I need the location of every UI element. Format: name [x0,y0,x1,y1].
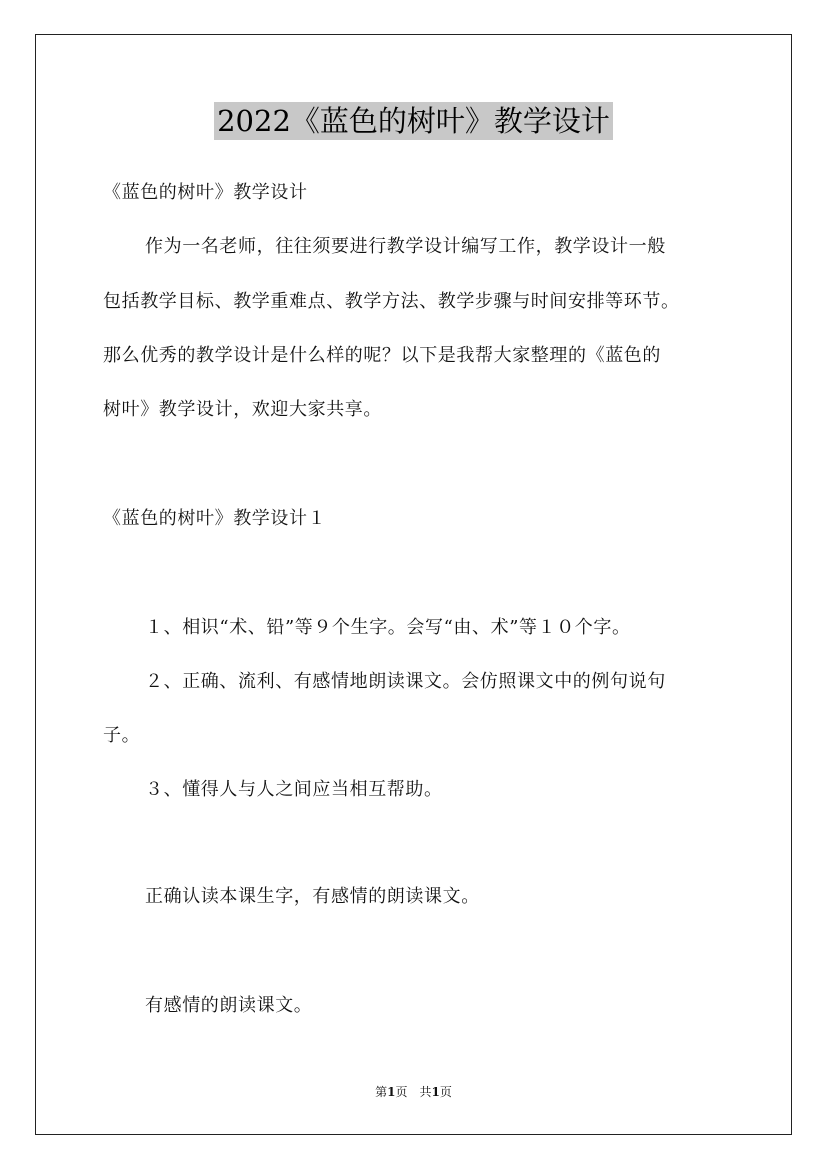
key-point: 正确认读本课生字，有感情的朗读课文。 [145,886,480,907]
footer-suffix: 页 [439,1085,452,1099]
footer-total-pages: 1 [431,1085,440,1099]
intro-line-3: 那么优秀的教学设计是什么样的呢？以下是我帮大家整理的《蓝色的 [103,345,661,366]
footer-prefix: 第 [375,1085,388,1099]
document-title [0,102,827,140]
footer-current-page: 1 [387,1085,396,1099]
subtitle: 《蓝色的树叶》教学设计 [103,182,308,203]
intro-line-4: 树叶》教学设计，欢迎大家共享。 [103,399,382,420]
page-footer [0,1084,827,1100]
footer-mid: 页 共 [395,1085,432,1099]
goal-1: １、相识“术、铅”等９个生字。会写“由、术”等１０个字。 [145,617,631,638]
difficulty: 有感情的朗读课文。 [145,995,313,1016]
intro-line-1: 作为一名老师，往往须要进行教学设计编写工作，教学设计一般 [145,236,666,257]
goal-2-continued: 子。 [103,725,141,746]
goal-3: ３、懂得人与人之间应当相互帮助。 [145,779,443,800]
intro-line-2: 包括教学目标、教学重难点、教学方法、教学步骤与时间安排等环节。 [103,291,680,312]
section-heading: 《蓝色的树叶》教学设计１ [103,508,327,529]
document-title-text: 2022《蓝色的树叶》教学设计 [214,102,613,140]
goal-2: ２、正确、流利、有感情地朗读课文。会仿照课文中的例句说句 [145,671,666,692]
